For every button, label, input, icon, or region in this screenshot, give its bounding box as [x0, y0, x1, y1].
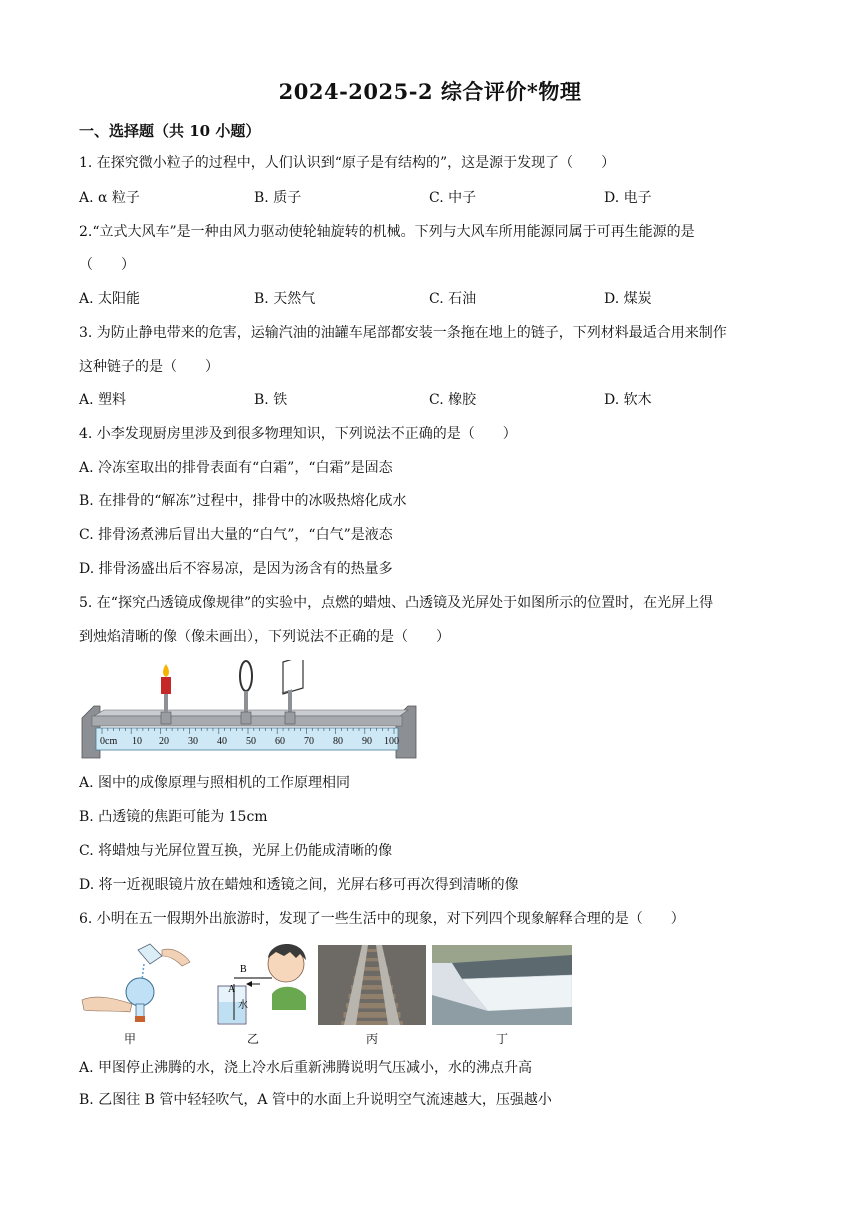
- option-c: C. 橡胶: [429, 392, 477, 408]
- question-3-options: [79, 389, 779, 409]
- hand-icon: [162, 949, 190, 966]
- shirt-icon: [272, 987, 306, 1010]
- optical-bench-figure: [78, 660, 420, 762]
- ruler-label: 100: [384, 736, 399, 747]
- dam-photo: [432, 945, 572, 1025]
- question-4-stem: 4. 小李发现厨房里涉及到很多物理知识，下列说法不正确的是（ ）: [79, 426, 517, 442]
- option-b: B. 天然气: [254, 291, 316, 307]
- pouring-cup-icon: [138, 944, 162, 964]
- ruler-label: 30: [188, 736, 198, 747]
- label-a: A: [228, 984, 236, 995]
- option-d: D. 煤炭: [604, 291, 652, 307]
- option-b: B. 凸透镜的焦距可能为 15cm: [79, 809, 268, 825]
- question-1-options: [79, 187, 779, 207]
- question-3-stem-cont: 这种链子的是（ ）: [79, 359, 219, 375]
- question-2-options: [79, 288, 779, 308]
- option-a: A. 塑料: [79, 392, 127, 408]
- question-5-stem-cont: 到烛焰清晰的像（像未画出），下列说法不正确的是（ ）: [79, 629, 450, 645]
- question-3-stem: 3. 为防止静电带来的危害，运输汽油的油罐车尾部都安装一条拖在地上的链子，下列材料最适合用来制作: [79, 325, 727, 341]
- ruler-label: 20: [159, 736, 169, 747]
- candle-icon: [161, 664, 171, 724]
- option-a: A. α 粒子: [79, 190, 140, 206]
- label-b: B: [240, 964, 247, 975]
- option-d: D. 软木: [604, 392, 652, 408]
- ruler-label: 80: [333, 736, 343, 747]
- question-2-stem-cont: （ ）: [79, 257, 135, 273]
- option-b: B. 在排骨的“解冻”过程中，排骨中的冰吸热熔化成水: [79, 493, 407, 509]
- question-2-stem: 2.“立式大风车”是一种由风力驱动使轮轴旋转的机械。下列与大风车所用能源同属于可再生能源的是: [79, 224, 695, 240]
- water-stream-icon: [142, 964, 144, 980]
- question-1-stem: 1. 在探究微小粒子的过程中，人们认识到“原子是有结构的”，这是源于发现了（ ）: [79, 155, 616, 171]
- section-heading: 一、选择题（共 10 小题）: [79, 122, 261, 140]
- option-c: C. 中子: [429, 190, 477, 206]
- option-b: B. 乙图往 B 管中轻轻吹气，A 管中的水面上升说明空气流速越大，压强越小: [79, 1092, 552, 1108]
- ruler-label: 50: [246, 736, 256, 747]
- option-d: D. 电子: [604, 190, 652, 206]
- option-b: B. 铁: [254, 392, 288, 408]
- caption-ding: 丁: [495, 1032, 508, 1046]
- option-c: C. 石油: [429, 291, 477, 307]
- option-a: A. 甲图停止沸腾的水，浇上冷水后重新沸腾说明气压减小，水的沸点升高: [79, 1060, 533, 1076]
- option-c: C. 排骨汤煮沸后冒出大量的“白气”，“白气”是液态: [79, 527, 393, 543]
- convex-lens-icon: [240, 661, 252, 724]
- caption-yi: 乙: [246, 1032, 259, 1046]
- option-c: C. 将蜡烛与光屏位置互换，光屏上仍能成清晰的像: [79, 843, 393, 859]
- hand-icon: [82, 997, 132, 1012]
- page-title: 2024-2025-2 综合评价*物理: [278, 79, 582, 104]
- option-d: D. 将一近视眼镜片放在蜡烛和透镜之间，光屏右移可再次得到清晰的像: [79, 877, 519, 893]
- option-a: A. 图中的成像原理与照相机的工作原理相同: [79, 775, 351, 791]
- ruler-label: 0cm: [100, 736, 118, 747]
- ruler-label: 90: [362, 736, 372, 747]
- railway-photo: [318, 945, 426, 1025]
- ruler-label: 10: [132, 736, 142, 747]
- caption-jia: 甲: [123, 1032, 136, 1046]
- option-a: A. 太阳能: [79, 291, 141, 307]
- flask-figure: [78, 942, 198, 1028]
- ruler-label: 60: [275, 736, 285, 747]
- question-5-stem: 5. 在“探究凸透镜成像规律”的实验中，点燃的蜡烛、凸透镜及光屏处于如图所示的位置时，在光屏上得: [79, 595, 714, 611]
- option-a: A. 冷冻室取出的排骨表面有“白霜”，“白霜”是固态: [79, 460, 393, 476]
- caption-bing: 丙: [365, 1032, 378, 1046]
- option-d: D. 排骨汤盛出后不容易凉，是因为汤含有的热量多: [79, 561, 393, 577]
- ruler-label: 70: [304, 736, 314, 747]
- label-water: 水: [238, 1000, 248, 1011]
- blowing-tube-figure: [212, 934, 310, 1028]
- option-b: B. 质子: [254, 190, 302, 206]
- flask-icon: [126, 978, 154, 1006]
- question-6-stem: 6. 小明在五一假期外出旅游时，发现了一些生活中的现象，对下列四个现象解释合理的是（ ）: [79, 911, 685, 927]
- ruler-label: 40: [217, 736, 227, 747]
